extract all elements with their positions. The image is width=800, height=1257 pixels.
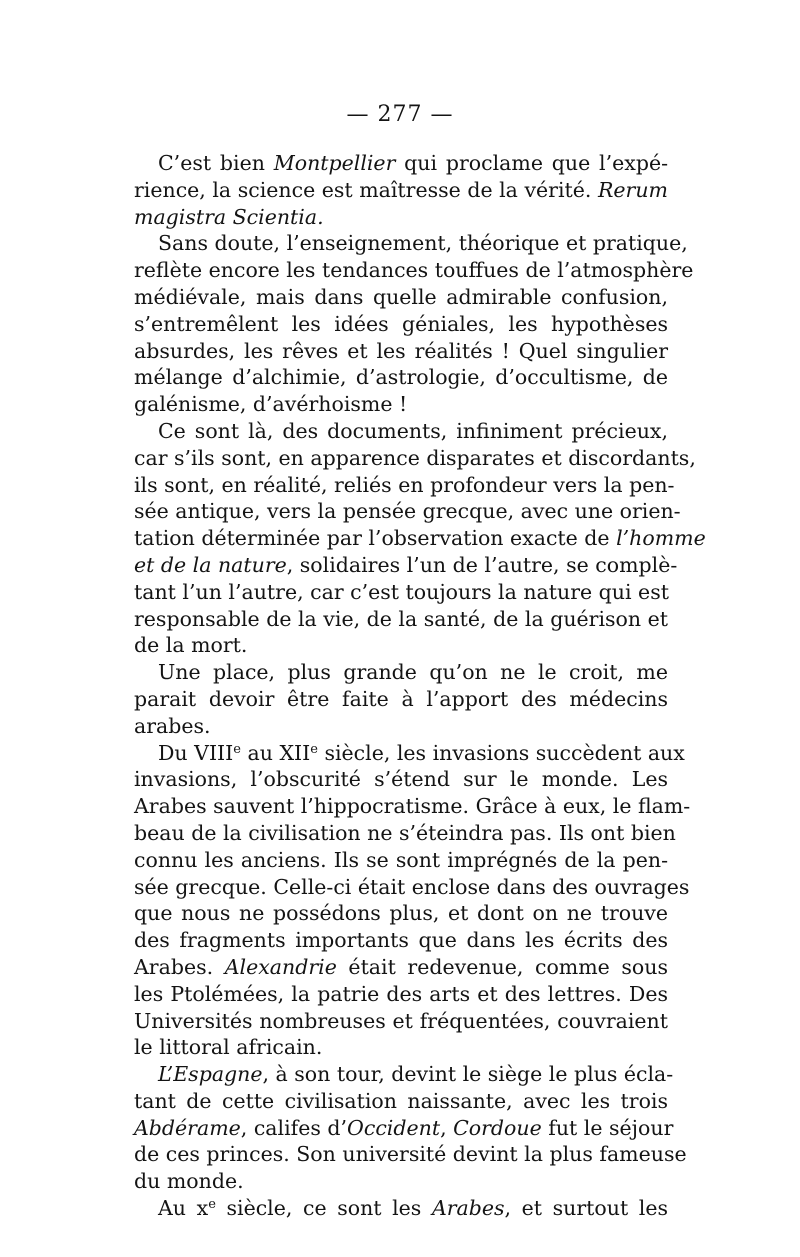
text-segment: arabes. [134, 713, 211, 738]
text-segment: VIII [194, 740, 234, 765]
italic-text: L’Espagne [158, 1062, 263, 1087]
text-segment: connu les anciens. Ils se sont imprégnés de la pen- [134, 847, 668, 872]
text-segment: des fragments importants que dans les écrits des [134, 928, 668, 953]
text-segment: rience, la science est maîtresse de la vérité. [134, 177, 598, 202]
superscript: e [208, 1197, 216, 1213]
text-line [134, 954, 668, 981]
text-line [134, 257, 694, 284]
text-line [134, 472, 675, 499]
body-text [134, 150, 706, 1222]
text-segment: tation déterminée par l’observation exacte de [134, 526, 617, 551]
text-segment: siècle, les invasions succèdent aux [317, 740, 685, 765]
text-segment: Arabes. [134, 954, 225, 979]
text-segment: Sans doute, l’enseignement, théorique et pratique, [158, 231, 688, 256]
text-line [134, 525, 706, 552]
text-segment: ils sont, en réalité, reliés en profondeur vers la pen- [134, 472, 675, 497]
text-segment: qui proclame que l’expé- [395, 151, 668, 175]
text-segment: Ce sont là, des documents, infiniment précieux, [158, 418, 668, 443]
text-segment: était redevenue, comme sous [336, 954, 669, 979]
italic-text: Cordoue [453, 1115, 542, 1140]
text-segment: responsable de la vie, de la santé, de la guérison et [134, 606, 668, 631]
superscript: e [310, 741, 318, 757]
text-segment: le littoral africain. [134, 1035, 323, 1060]
text-segment: C’est bien [158, 151, 274, 175]
text-segment: les Ptolémées, la patrie des arts et des lettres. Des [134, 981, 668, 1006]
text-segment: , à son tour, devint le siège le plus écla- [262, 1062, 674, 1087]
text-segment: que nous ne possédons plus, et dont on ne trouve [134, 901, 668, 926]
text-line [134, 391, 668, 418]
text-segment: Une place, plus grande qu’on ne le croit, me [158, 660, 668, 685]
text-segment: tant l’un l’autre, car c’est toujours la nature qui est [134, 579, 669, 604]
text-line [134, 1141, 687, 1168]
text-line [134, 552, 678, 579]
text-line [134, 1115, 674, 1142]
text-line [134, 338, 668, 365]
text-segment: mélange d’alchimie, d’astrologie, d’occultisme, de [134, 365, 668, 390]
italic-text: et de la nature [134, 552, 287, 577]
text-segment: , et surtout les [504, 1196, 669, 1221]
text-line [134, 1168, 668, 1195]
text-line [134, 498, 681, 525]
text-segment: siècle, ce sont les [215, 1196, 432, 1221]
text-segment: galénisme, d’avérhoisme ! [134, 392, 408, 417]
text-segment: invasions, l’obscurité s’étend sur le monde. Les [134, 767, 668, 792]
text-segment: car s’ils sont, en apparence disparates et discordants, [134, 445, 696, 470]
text-segment: s’entremêlent les idées géniales, les hypothèses [134, 311, 668, 336]
text-line [134, 740, 685, 767]
text-segment: de la mort. [134, 633, 248, 658]
text-segment: tant de cette civilisation naissante, avec les trois [134, 1088, 668, 1113]
text-line [134, 927, 668, 954]
italic-text: Occident [347, 1115, 441, 1140]
text-line [134, 311, 668, 338]
text-line [134, 230, 688, 257]
text-segment: absurdes, les rêves et les réalités ! Quel singulier [134, 338, 668, 363]
text-segment: au [240, 740, 280, 765]
italic-text: Rerum [597, 177, 668, 202]
text-segment: fut le séjour [541, 1115, 674, 1140]
text-line [134, 1195, 668, 1222]
text-line [134, 1061, 674, 1088]
text-line [134, 632, 668, 659]
text-segment: Universités nombreuses et fréquentées, couvraient [134, 1008, 668, 1033]
text-segment: parait devoir être faite à l’apport des médecins [134, 686, 668, 711]
text-segment: , [440, 1115, 454, 1140]
text-segment: médiévale, mais dans quelle admirable confusion, [134, 284, 668, 309]
text-line [134, 713, 668, 740]
italic-text: Alexandrie [224, 954, 337, 979]
text-line [134, 793, 691, 820]
text-line [134, 445, 696, 472]
italic-text: Arabes [431, 1196, 505, 1221]
text-line [134, 766, 668, 793]
text-segment: Du [158, 740, 195, 765]
text-segment: reflète encore les tendances touffues de l’atmosphère [134, 258, 694, 283]
text-segment: sée grecque. Celle-ci était enclose dans des ouvrages [134, 874, 690, 899]
text-segment: , califes d’ [240, 1115, 348, 1140]
text-segment: beau de la civilisation ne s’éteindra pas. Ils ont bien [134, 820, 676, 845]
text-line [134, 418, 668, 445]
text-segment: Au x [158, 1196, 209, 1221]
italic-text: Montpellier [273, 151, 396, 175]
text-line [134, 820, 676, 847]
text-line [134, 847, 668, 874]
italic-text: Abdérame [134, 1115, 241, 1140]
text-line [134, 900, 668, 927]
text-segment: sée antique, vers la pensée grecque, avec une orien- [134, 499, 681, 524]
text-line [134, 659, 668, 686]
text-segment: du monde. [134, 1169, 244, 1194]
text-segment: XII [279, 740, 311, 765]
text-line [134, 150, 668, 177]
text-line [134, 579, 668, 606]
text-line [134, 1034, 668, 1061]
text-line [134, 1088, 668, 1115]
text-line [134, 204, 668, 231]
italic-text: magistra Scientia. [134, 204, 324, 229]
text-segment: de ces princes. Son université devint la plus fameuse [134, 1142, 687, 1167]
italic-text: l’homme [616, 526, 706, 551]
text-line [134, 364, 668, 391]
text-line [134, 981, 668, 1008]
text-line [134, 874, 690, 901]
superscript: e [233, 741, 241, 757]
text-line [134, 284, 668, 311]
text-segment: , solidaires l’un de l’autre, se complè- [286, 552, 678, 577]
text-segment: Arabes sauvent l’hippocratisme. Grâce à eux, le flam- [134, 794, 691, 819]
text-line [134, 686, 668, 713]
text-line [134, 1008, 668, 1035]
page-number: — 277 — [346, 102, 454, 127]
text-line [134, 177, 668, 204]
text-line [134, 606, 668, 633]
